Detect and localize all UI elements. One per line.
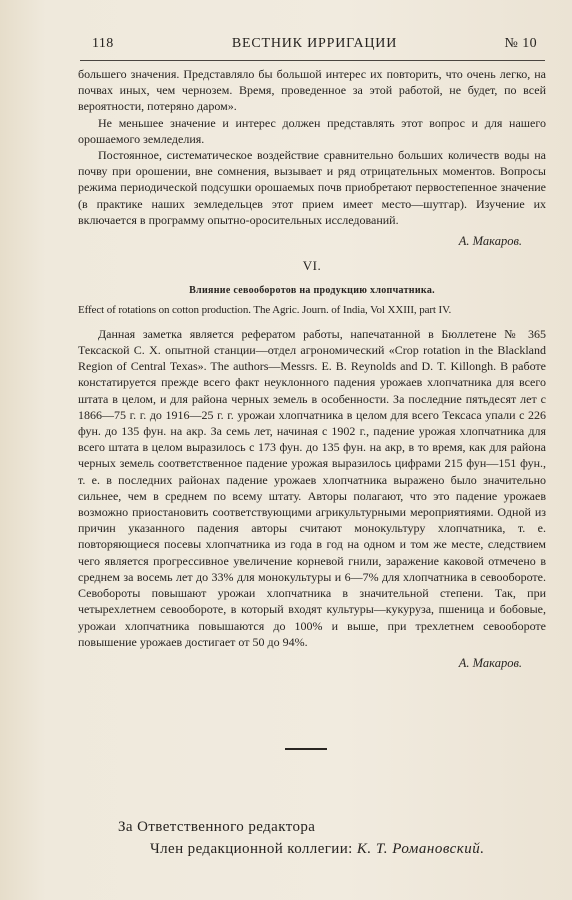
editorial-board-line [150,838,558,860]
page-body [78,66,546,671]
article-english-title: Effect of rotations on cotton production. The Agric. Journ. of India, Vol XXIII, part IV. [78,303,452,316]
editor-footer [118,816,558,860]
header-rule [80,60,545,61]
page-header [92,36,537,58]
intro-paragraph-1: большего значения. Представляло бы большой интерес их повторить, что очень легко, на почвах иных, чем чернозем. Время, проведенное за этой работой, не будет, по всей вероятности, потеряно даром». [78,67,546,114]
article-title: Влияние севооборотов на продукцию хлопчатника. [189,285,435,297]
issue-number: № 10 [504,36,537,51]
page-number: 118 [92,36,114,51]
intro-paragraph-2: Не меньшее значение и интерес должен представлять этот вопрос и для нашего орошаемого земледелия. [78,115,546,146]
intro-paragraph-3: Постоянное, систематическое воздействие сравнительно больших количеств воды на почву при орошении, вне сомнения, вызывает и ряд отрицательных моментов. Вопросы режима периодической подсушки орошаемых почв приобретают первостепенное значение (в практике наших земледельцев этот прием имеет место—шутгар). Изучение их включается в программу опытно-оросительных исследований. [78,148,546,227]
intro-signature: А. Макаров. [458,234,522,249]
editor-name: К. Т. Романовский. [356,841,485,857]
article-signature: А. Макаров. [458,655,522,670]
separator-rule [285,748,327,750]
section-number: VI. [302,258,322,274]
journal-title: ВЕСТНИК ИРРИГАЦИИ [231,36,398,51]
editor-line: За Ответственного редактора [118,819,316,835]
article-body: Данная заметка является рефератом работы, напечатанной в Бюллетене № 365 Тексаской С. Х. опытной станции—отдел агрономический «Crop rotation in the Blackland Region of Central Texas». The authors—Messrs. E. B. Reynolds and D. T. Killongh. В работе констатируется прежде всего факт неуклонного падения урожаев хлопчатника для всего штата в целом, и для района черных земель в особенности. За последние пятьдесят лет с 1866—75 г. г. до 1916—25 г. г. урожаи хлопчатника в целом для всего Тексаса упали с 226 фун. до 135 фун. на акр. За семь лет, начиная с 1902 г., падение урожая хлопчатника для всего штата в целом выразилось с 173 фун. до 135 фун. на акр, в то время, как для района черных земель соответственное падение урожая выразилось цифрами 215 фун—151 фун., т. е. в последних районах падение урожаев хлопчатника выражено было значительно сильнее, чем в среднем по всему штату. Авторы полагают, что это падение урожаев возможно приостановить соответствующими агрикультурными мероприятиями. Одной из причин указанного падения авторы считают монокультуру хлопчатника, т. е. повторяющиеся посевы хлопчатника из года в год на одном и том же месте, следствием чего является прогрессивное увеличение корневой гнили, заражение каковой отмечено в среднем за восемь лет до 33% для монокультуры и 6—7% для хлопчатника в севообороте. Севобороты повышают урожаи хлопчатника в значительной степени. Так, при четырехлетнем севообороте, в который входят культуры—кукуруза, пшеница и бобовые, урожаи хлопчатника повышаются до 100% и выше, при трехлетнем севообороте повышение урожаев достигает от 50 до 94%. [78,326,546,649]
editorial-board-label: Член редакционной коллегии: [150,841,353,857]
